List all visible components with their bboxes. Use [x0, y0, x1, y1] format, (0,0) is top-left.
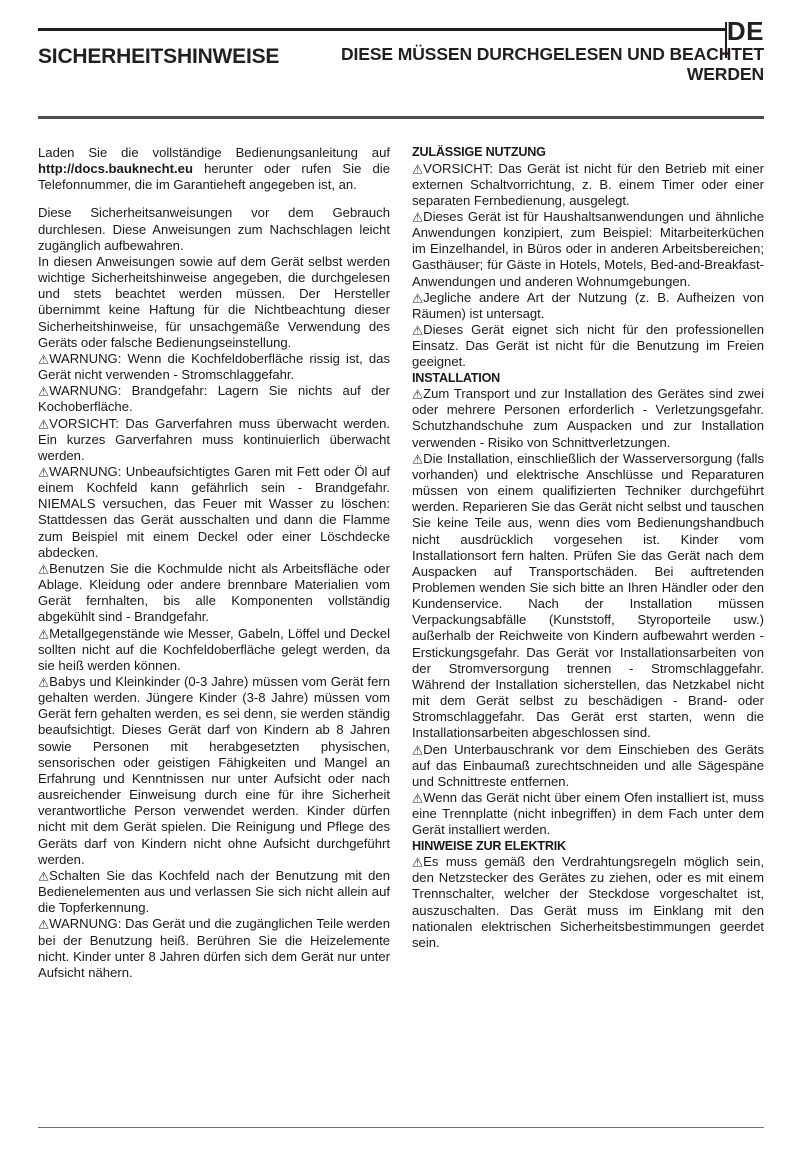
warning-item	[38, 383, 390, 415]
warning-item	[412, 386, 764, 451]
warning-text: Wenn das Gerät nicht über einem Ofen installiert ist, muss eine Trennplatte (nicht inbegriffen) in dem Fach unter dem Gerät installiert werden.	[412, 790, 764, 838]
left-column	[38, 145, 390, 981]
warning-triangle-icon: ⚠	[38, 464, 50, 480]
warning-text: VORSICHT: Das Gerät ist nicht für den Betrieb mit einer externen Schaltvorrichtung, z. B. einem Timer oder einer separaten Fernbedienung, ausgelegt.	[412, 160, 764, 208]
document-page	[0, 16, 802, 1156]
warning-item	[38, 916, 390, 981]
page-header	[38, 16, 764, 94]
warning-text: Es muss gemäß den Verdrahtungsregeln möglich sein, den Netzstecker des Gerätes zu ziehen, oder es mit einem Trennschalter, welcher der Steckdose vorgeschaltet ist, auszuschalten. Das Gerät muss im Einklang mit den nationalen elektrischen Sicherheitsbestimmungen geerdet sein.	[412, 854, 764, 950]
warning-triangle-icon: ⚠	[38, 626, 50, 642]
right-column	[412, 145, 764, 981]
warning-text: Dieses Gerät ist für Haushaltsanwendungen und ähnliche Anwendungen konzipiert, zum Beispiel: Mitarbeiterküchen im Einzelhandel, in Büros oder in anderen Arbeitsbereichen; Gasthäuser; für Gäste in Hotels, Motels, Bed-and-Breakfast-Anwendungen und anderen Wohnumgebungen.	[412, 209, 764, 289]
warning-triangle-icon: ⚠	[412, 322, 424, 338]
section-heading-electrical: HINWEISE ZUR ELEKTRIK	[412, 838, 566, 853]
header-titles	[38, 44, 764, 85]
warning-text: Metallgegenstände wie Messer, Gabeln, Löffel und Deckel sollten nicht auf die Kochfeldoberfläche gelegt werden, da sie heiß werden können.	[38, 625, 390, 673]
header-bottom-rule	[38, 116, 764, 119]
footer-rule	[38, 1127, 764, 1128]
warning-item	[412, 322, 764, 370]
warning-triangle-icon: ⚠	[38, 916, 50, 932]
warning-item	[38, 416, 390, 464]
warning-triangle-icon: ⚠	[38, 561, 50, 577]
warning-triangle-icon: ⚠	[412, 854, 424, 870]
warning-triangle-icon: ⚠	[412, 742, 424, 758]
warning-text: Dieses Gerät eignet sich nicht für den professionellen Einsatz. Das Gerät ist nicht für die Benutzung im Freien geeignet.	[412, 322, 764, 370]
warning-item	[412, 209, 764, 290]
page-subtitle: DIESE MÜSSEN DURCHGELESEN UND BEACHTET WERDEN	[340, 44, 764, 85]
warning-item	[412, 451, 764, 742]
intro-text-before: Laden Sie die vollständige Bedienungsanleitung auf	[38, 145, 390, 160]
manual-url-link[interactable]: http://docs.bauknecht.eu	[38, 161, 193, 177]
warning-item	[412, 161, 764, 209]
warning-triangle-icon: ⚠	[412, 790, 424, 806]
warning-triangle-icon: ⚠	[412, 290, 424, 306]
warning-text: Jegliche andere Art der Nutzung (z. B. Aufheizen von Räumen) ist untersagt.	[412, 289, 764, 321]
warning-text: VORSICHT: Das Garverfahren muss überwacht werden. Ein kurzes Garverfahren muss kontinuierlich überwacht werden.	[38, 415, 390, 463]
warning-item	[412, 290, 764, 322]
warning-item	[38, 868, 390, 916]
warning-item	[38, 626, 390, 674]
section-heading-permitted-use: ZULÄSSIGE NUTZUNG	[412, 145, 546, 159]
section-heading-installation: INSTALLATION	[412, 370, 501, 385]
warning-text: Babys und Kleinkinder (0-3 Jahre) müssen vom Gerät fern gehalten werden. Jüngere Kinder (3-8 Jahre) müssen vom Gerät fern gehalten werden, es sei denn, sie werden ständig beaufsichtigt. Dieses Gerät darf von Kindern ab 8 Jahren sowie Personen mit herabgesetzten physischen, sensorischen oder geistigen Fähigkeiten und Mangel an Erfahrung und Kenntnissen nur unter Aufsicht oder nach ausreichender Einweisung durch eine für ihre Sicherheit verantwortliche Person verwendet werden. Kinder dürfen nicht mit dem Gerät spielen. Die Reinigung und Pflege des Geräts darf von Kindern nicht ohne Aufsicht durchgeführt werden.	[38, 674, 390, 867]
warning-text: Schalten Sie das Kochfeld nach der Benutzung mit den Bedienelementen aus und verlassen Sie sich nicht allein auf die Topferkennung.	[38, 867, 390, 916]
paragraph: In diesen Anweisungen sowie auf dem Gerät selbst werden wichtige Sicherheitshinweise angegeben, die durchgelesen und stets beachtet werden müssen. Der Hersteller übernimmt keine Haftung für die Nichtbeachtung dieser Sicherheitshinweise, für unsachgemäße Verwendung des Geräts oder falsche Bedienungseinstellung.	[38, 253, 390, 350]
header-top-rule	[38, 28, 726, 31]
warning-triangle-icon: ⚠	[38, 351, 50, 367]
warning-item	[38, 351, 390, 383]
warning-item	[412, 854, 764, 951]
warning-item	[412, 742, 764, 790]
language-code: DE	[726, 16, 764, 46]
page-title: SICHERHEITSHINWEISE	[38, 45, 280, 68]
warning-text: WARNUNG: Unbeaufsichtigtes Garen mit Fett oder Öl auf einem Kochfeld kann gefährlich sein - Brandgefahr. NIEMALS versuchen, das Feuer mit Wasser zu löschen: Stattdessen das Gerät ausschalten und dann die Flamme zum Beispiel mit einem Deckel oder einer Löschdecke abdecken.	[38, 463, 390, 560]
intro-text-after: herunter oder rufen Sie die Telefonnummer, die im Garantieheft angegeben ist, an.	[38, 161, 390, 193]
warning-triangle-icon: ⚠	[38, 416, 50, 431]
content-columns	[38, 145, 764, 981]
warning-item	[38, 464, 390, 561]
paragraph: Diese Sicherheitsanweisungen vor dem Gebrauch durchlesen. Diese Anweisungen zum Nachschlagen leicht zugänglich aufbewahren.	[38, 205, 390, 253]
warning-text: WARNUNG: Das Gerät und die zugänglichen Teile werden bei der Benutzung heiß. Berühren Sie die Heizelemente nicht. Kinder unter 8 Jahren dürfen sich dem Gerät nur unter Aufsicht nähern.	[38, 916, 390, 980]
warning-text: Den Unterbauschrank vor dem Einschieben des Geräts auf das Einbaumaß zurechtschneiden und alle Sägespäne und Schnittreste entfernen.	[412, 741, 764, 789]
warning-triangle-icon: ⚠	[412, 209, 424, 225]
warning-triangle-icon: ⚠	[38, 674, 50, 690]
warning-text: WARNUNG: Wenn die Kochfeldoberfläche rissig ist, das Gerät nicht verwenden - Stromschlaggefahr.	[38, 350, 390, 383]
warning-triangle-icon: ⚠	[38, 383, 50, 399]
warning-text: Die Installation, einschließlich der Wasserversorgung (falls vorhanden) und elektrische Anschlüsse und Reparaturen müssen von einem qualifizierten Techniker durchgeführt werden. Reparieren Sie das Gerät nicht selbst und tauschen Sie keine Teile aus, wenn dies vom Bedienungshandbuch nicht ausdrücklich vorgesehen ist. Kinder vom Installationsort fern halten. Prüfen Sie das Gerät nach dem Auspacken auf Transportschäden. Bei auftretenden Problemen wenden Sie sich bitte an Ihren Händler oder den Kundenservice. Nach der Installation müssen Verpackungsabfälle (Kunststoff, Styroporteile usw.) außerhalb der Reichweite von Kindern aufbewahrt werden - Erstickungsgefahr. Das Gerät vor Installationsarbeiten von der Stromversorgung trennen - Stromschlaggefahr. Während der Installation sicherstellen, das Netzkabel nicht mit dem Gerät selbst zu beschädigen - Brand- oder Stromschlaggefahr. Das Gerät erst starten, wenn die Installationsarbeiten abgeschlossen sind.	[412, 450, 764, 741]
warning-item	[412, 790, 764, 838]
warning-item	[38, 674, 390, 868]
warning-triangle-icon: ⚠	[412, 451, 424, 467]
warning-text: Benutzen Sie die Kochmulde nicht als Arbeitsfläche oder Ablage. Kleidung oder andere brennbare Materialien vom Gerät fernhalten, bis alle Komponenten vollständig abgekühlt sind - Brandgefahr.	[38, 560, 390, 625]
intro-paragraph	[38, 145, 390, 193]
warning-text: WARNUNG: Brandgefahr: Lagern Sie nichts auf der Kochoberfläche.	[38, 383, 390, 415]
warning-item	[38, 561, 390, 626]
warning-triangle-icon: ⚠	[38, 868, 50, 884]
warning-triangle-icon: ⚠	[412, 161, 424, 177]
warning-text: Zum Transport und zur Installation des Gerätes sind zwei oder mehrere Personen erforderlich - Verletzungsgefahr. Schutzhandschuhe zum Auspacken und zur Installation verwenden - Risiko von Schnittverletzungen.	[412, 386, 764, 450]
warning-triangle-icon: ⚠	[412, 386, 424, 402]
